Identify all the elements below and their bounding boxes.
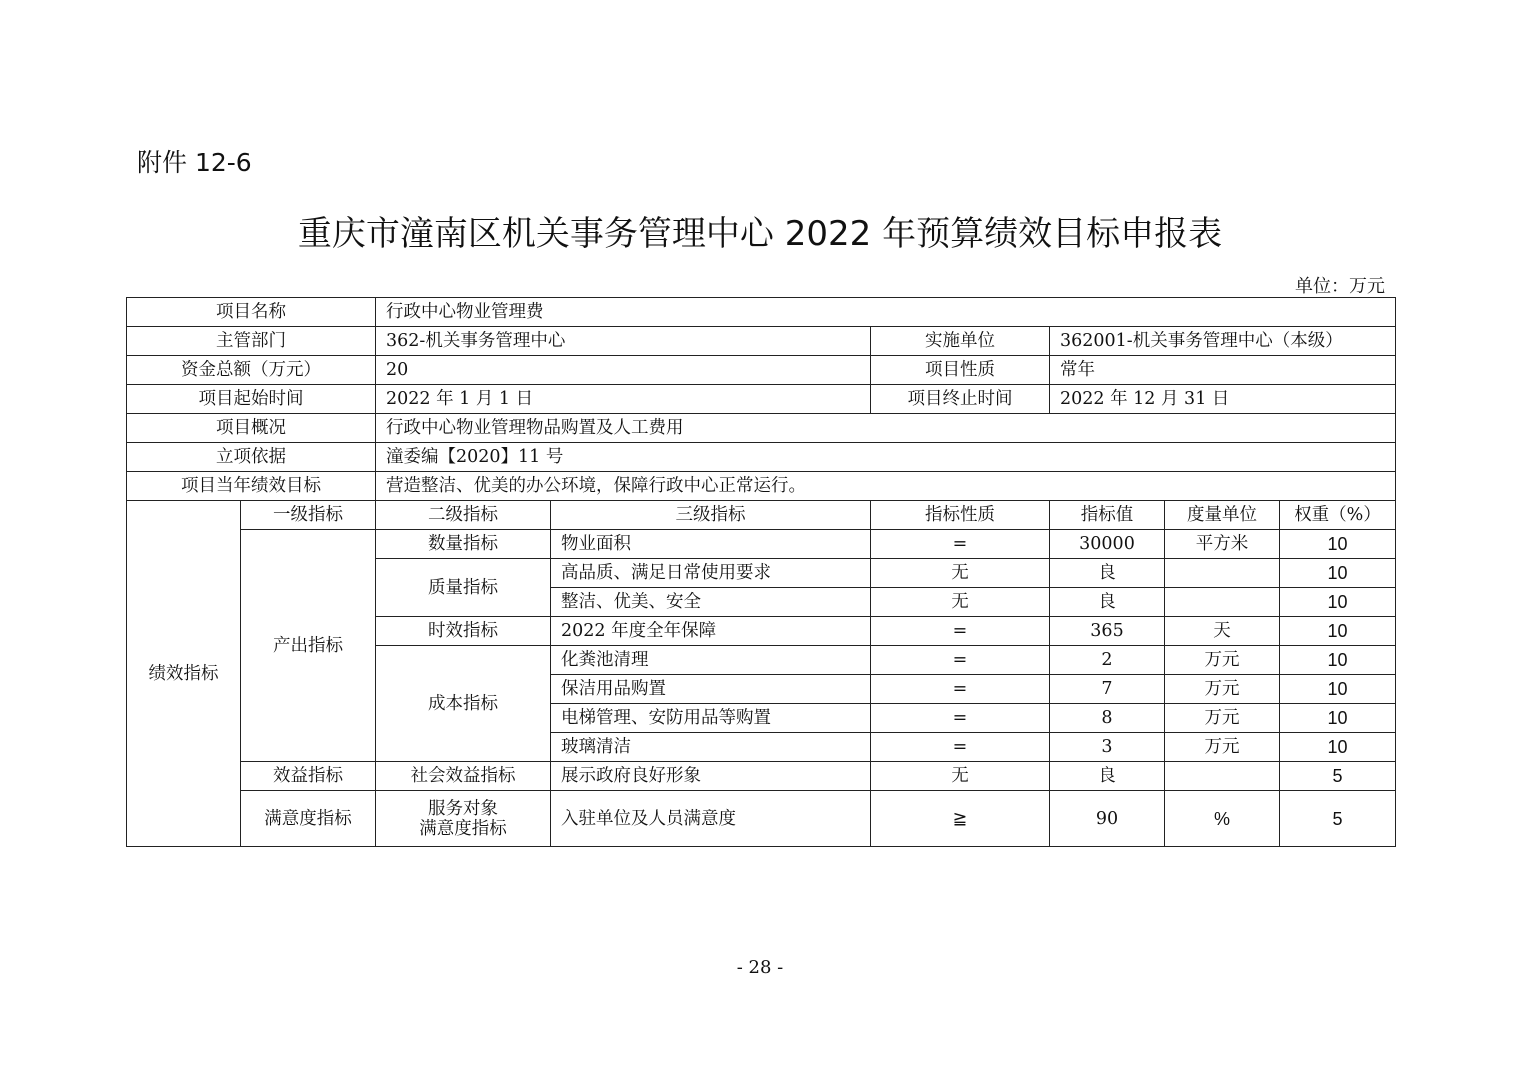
- level2-cost: 成本指标: [376, 646, 551, 762]
- indicator-name: 高品质、满足日常使用要求: [551, 559, 871, 588]
- indicator-value: 90: [1050, 791, 1165, 847]
- table-row: [127, 472, 1396, 501]
- indicator-unit: 万元: [1165, 646, 1280, 675]
- dept-value: 362-机关事务管理中心: [376, 327, 871, 356]
- indicator-nature: =: [871, 617, 1050, 646]
- page-title: 重庆市潼南区机关事务管理中心 2022 年预算绩效目标申报表: [297, 214, 1223, 254]
- indicator-unit: 万元: [1165, 704, 1280, 733]
- basis-label: 立项依据: [127, 443, 376, 472]
- level2-service-line2: 满意度指标: [419, 818, 507, 839]
- level2-timeliness: 时效指标: [376, 617, 551, 646]
- level1-benefit: 效益指标: [241, 762, 376, 791]
- indicator-value: 7: [1050, 675, 1165, 704]
- indicator-weight: 10: [1280, 646, 1396, 675]
- level1-output: 产出指标: [241, 530, 376, 762]
- indicator-unit: %: [1165, 791, 1280, 847]
- indicator-nature: =: [871, 646, 1050, 675]
- basis-value: 潼委编【2020】11 号: [376, 443, 1396, 472]
- indicator-weight: 10: [1280, 588, 1396, 617]
- indicator-nature: =: [871, 675, 1050, 704]
- header-level1: 一级指标: [241, 501, 376, 530]
- indicator-name: 2022 年度全年保障: [551, 617, 871, 646]
- level2-service: [376, 791, 551, 847]
- table-row: [127, 327, 1396, 356]
- project-name-label: 项目名称: [127, 298, 376, 327]
- indicator-weight: 5: [1280, 791, 1396, 847]
- project-name-value: 行政中心物业管理费: [376, 298, 1396, 327]
- start-label: 项目起始时间: [127, 385, 376, 414]
- page-number: - 28 -: [736, 957, 784, 978]
- indicator-weight: 5: [1280, 762, 1396, 791]
- header-weight: 权重（%）: [1280, 501, 1396, 530]
- table-row: [127, 414, 1396, 443]
- end-label: 项目终止时间: [871, 385, 1050, 414]
- indicator-name: 展示政府良好形象: [551, 762, 871, 791]
- indicator-name: 保洁用品购置: [551, 675, 871, 704]
- header-value: 指标值: [1050, 501, 1165, 530]
- indicator-name: 化粪池清理: [551, 646, 871, 675]
- indicator-name: 玻璃清洁: [551, 733, 871, 762]
- attachment-label: 附件 12-6: [137, 148, 252, 177]
- fund-value: 20: [376, 356, 871, 385]
- table-row: [127, 356, 1396, 385]
- overview-label: 项目概况: [127, 414, 376, 443]
- indicator-value: 良: [1050, 559, 1165, 588]
- indicator-value: 3: [1050, 733, 1165, 762]
- impl-label: 实施单位: [871, 327, 1050, 356]
- indicator-unit: 万元: [1165, 733, 1280, 762]
- nature-label: 项目性质: [871, 356, 1050, 385]
- nature-value: 常年: [1050, 356, 1396, 385]
- goal-value: 营造整洁、优美的办公环境，保障行政中心正常运行。: [376, 472, 1396, 501]
- indicator-name: 整洁、优美、安全: [551, 588, 871, 617]
- indicator-name: 电梯管理、安防用品等购置: [551, 704, 871, 733]
- indicator-value: 2: [1050, 646, 1165, 675]
- level2-quality: 质量指标: [376, 559, 551, 617]
- indicator-weight: 10: [1280, 704, 1396, 733]
- level2-quantity: 数量指标: [376, 530, 551, 559]
- overview-value: 行政中心物业管理物品购置及人工费用: [376, 414, 1396, 443]
- indicator-value: 良: [1050, 762, 1165, 791]
- indicator-nature: =: [871, 530, 1050, 559]
- indicator-unit: [1165, 762, 1280, 791]
- indicator-unit: 万元: [1165, 675, 1280, 704]
- indicator-unit: 平方米: [1165, 530, 1280, 559]
- indicator-value: 365: [1050, 617, 1165, 646]
- indicator-nature: =: [871, 704, 1050, 733]
- level1-satisfaction: 满意度指标: [241, 791, 376, 847]
- table-row: [127, 298, 1396, 327]
- header-level3: 三级指标: [551, 501, 871, 530]
- impl-value: 362001-机关事务管理中心（本级）: [1050, 327, 1396, 356]
- perf-section-label: 绩效指标: [127, 501, 241, 847]
- table-row: [127, 791, 1396, 847]
- indicator-name: 物业面积: [551, 530, 871, 559]
- indicator-nature: 无: [871, 588, 1050, 617]
- table-row: [127, 443, 1396, 472]
- table-row: [127, 385, 1396, 414]
- end-value: 2022 年 12 月 31 日: [1050, 385, 1396, 414]
- indicator-unit: [1165, 559, 1280, 588]
- header-level2: 二级指标: [376, 501, 551, 530]
- goal-label: 项目当年绩效目标: [127, 472, 376, 501]
- level2-social: 社会效益指标: [376, 762, 551, 791]
- indicator-value: 8: [1050, 704, 1165, 733]
- unit-label: 单位：万元: [1295, 276, 1385, 297]
- indicator-unit: [1165, 588, 1280, 617]
- perf-header-row: [127, 501, 1396, 530]
- indicator-value: 30000: [1050, 530, 1165, 559]
- indicator-weight: 10: [1280, 530, 1396, 559]
- indicator-unit: 天: [1165, 617, 1280, 646]
- indicator-weight: 10: [1280, 733, 1396, 762]
- indicator-nature: 无: [871, 762, 1050, 791]
- fund-label: 资金总额（万元）: [127, 356, 376, 385]
- header-unit: 度量单位: [1165, 501, 1280, 530]
- table-row: [127, 530, 1396, 559]
- budget-performance-table: [126, 297, 1396, 847]
- indicator-nature: =: [871, 733, 1050, 762]
- indicator-name: 入驻单位及人员满意度: [551, 791, 871, 847]
- indicator-value: 良: [1050, 588, 1165, 617]
- indicator-nature: 无: [871, 559, 1050, 588]
- level2-service-line1: 服务对象: [428, 798, 498, 819]
- dept-label: 主管部门: [127, 327, 376, 356]
- indicator-weight: 10: [1280, 675, 1396, 704]
- start-value: 2022 年 1 月 1 日: [376, 385, 871, 414]
- indicator-weight: 10: [1280, 559, 1396, 588]
- header-nature: 指标性质: [871, 501, 1050, 530]
- indicator-weight: 10: [1280, 617, 1396, 646]
- indicator-nature: ≧: [871, 791, 1050, 847]
- table-row: [127, 762, 1396, 791]
